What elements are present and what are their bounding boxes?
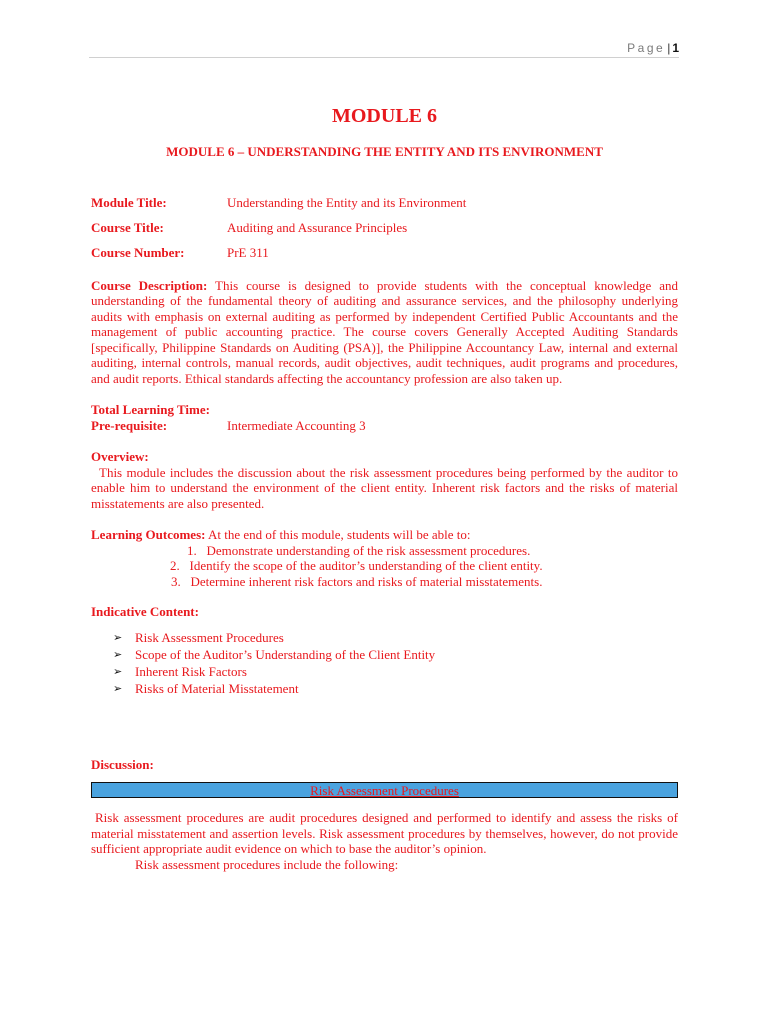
field-module-title <box>91 195 678 220</box>
page-number: 1 <box>672 41 679 55</box>
field-label: Course Number: <box>91 244 185 260</box>
arrow-bullet-icon: ➢ <box>113 647 123 661</box>
course-description-label: Course Description: <box>91 277 208 293</box>
field-value: PrE 311 <box>227 244 269 260</box>
section-heading-bar: Risk Assessment Procedures <box>91 782 678 798</box>
discussion-text: Risk assessment procedures are audit procedures designed and performed to identify and assess the risks of material misstatement and assertion levels. Risk assessment procedures by themselves, however, do not provide sufficient appropriate audit evidence on which to base the auditor’s opinion. <box>91 810 678 856</box>
overview-label: Overview: <box>91 449 149 464</box>
arrow-bullet-icon: ➢ <box>113 630 123 644</box>
list-item <box>113 664 678 681</box>
field-course-title <box>91 220 678 245</box>
learning-outcomes-label: Learning Outcomes: <box>91 527 206 542</box>
page-header: Page | 1 <box>627 41 679 55</box>
learning-outcomes-intro: At the end of this module, students will be able to: <box>208 527 471 542</box>
document-body <box>91 104 678 872</box>
course-description-text: This course is designed to provide students with the conceptual knowledge and understanding of the fundamental theory of auditing and assurance services, and the philosophy underlying audits with emphasis on external auditing as performed by independent Certified Public Accountants and the management of public accounting practice. The course covers Generally Accepted Auditing Standards [specifically, Philippine Standards on Auditing (PSA)], the Philippine Accountancy Law, internal and external auditing, internal controls, manual records, audit objectives, audit techniques, audit programs and procedures, and audit reports. Ethical standards affecting the accountancy profession are also taken up. <box>91 277 679 386</box>
indicative-content-label: Indicative Content: <box>91 604 199 619</box>
list-number: 3. <box>171 573 181 589</box>
list-text: Inherent Risk Factors <box>135 663 247 679</box>
prerequisite-label: Pre-requisite: <box>91 417 168 433</box>
overview-text <box>91 465 678 512</box>
list-number: 2. <box>170 558 180 573</box>
list-item <box>113 630 678 647</box>
list-number: 1. <box>187 542 197 558</box>
discussion-label: Discussion: <box>91 756 154 772</box>
discussion-text: Risk assessment procedures include the following: <box>135 856 399 872</box>
list-item <box>91 574 678 590</box>
list-item <box>91 543 678 559</box>
overview-body: This module includes the discussion about the risk assessment procedures being performed by the auditor to enable him to understand the environment of the client entity. Inherent risk factors and the risks of material misstatements are also presented. <box>91 464 678 511</box>
module-title: MODULE 6 <box>332 105 437 127</box>
list-text: Identify the scope of the auditor’s understanding of the client entity. <box>189 558 543 573</box>
discussion-paragraph <box>91 857 678 873</box>
learning-outcomes <box>91 527 678 543</box>
list-text: Determine inherent risk factors and risks of material misstatements. <box>190 573 543 589</box>
list-text: Risks of Material Misstatement <box>135 680 299 696</box>
course-fields <box>91 195 678 270</box>
header-rule <box>89 57 679 58</box>
course-description <box>91 278 678 387</box>
outcomes-list <box>91 543 678 590</box>
list-text: Scope of the Auditor’s Understanding of the Client Entity <box>135 646 436 662</box>
prerequisite <box>91 418 678 434</box>
field-label: Course Title: <box>91 219 164 235</box>
list-text: Demonstrate understanding of the risk assessment procedures. <box>206 542 531 558</box>
list-item <box>113 681 678 698</box>
list-text: Risk Assessment Procedures <box>135 629 284 645</box>
arrow-bullet-icon: ➢ <box>113 681 123 695</box>
learning-time: Total Learning Time: <box>91 402 210 417</box>
discussion-paragraph <box>91 810 678 857</box>
field-label: Module Title: <box>91 194 167 210</box>
prerequisite-value: Intermediate Accounting 3 <box>227 417 366 433</box>
field-value: Auditing and Assurance Principles <box>227 219 408 235</box>
arrow-bullet-icon: ➢ <box>113 664 123 678</box>
field-value: Understanding the Entity and its Environment <box>227 194 467 210</box>
indicative-content-list <box>91 630 678 698</box>
list-item <box>91 558 678 574</box>
list-item <box>113 647 678 664</box>
field-course-number <box>91 245 678 270</box>
module-subtitle: MODULE 6 – UNDERSTANDING THE ENTITY AND ITS ENVIRONMENT <box>166 144 603 159</box>
page-word: Page <box>627 41 666 55</box>
